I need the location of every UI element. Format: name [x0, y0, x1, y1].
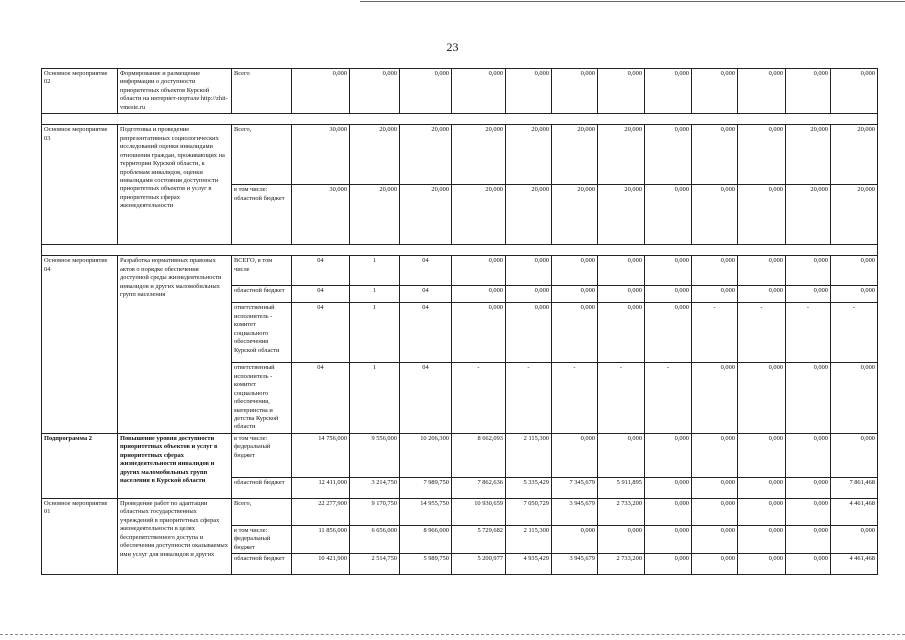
value-cell: 0,000: [598, 433, 645, 477]
description-cell: Проведение работ по адаптации областных государственных учреждений в приоритетных сферах жизнедеятельности в целях беспрепятственного доступа и обеспечения доступности оказываемых ими услуг для инвалидов и других: [118, 498, 232, 574]
value-cell: 0,000: [452, 286, 506, 303]
value-cell: 0,000: [738, 256, 786, 286]
value-cell: 04: [292, 303, 350, 363]
value-cell: 2 514,750: [350, 554, 400, 575]
value-cell: 04: [292, 286, 350, 303]
value-cell: 0,000: [552, 433, 598, 477]
value-cell: 0,000: [831, 69, 878, 114]
value-cell: 1: [350, 363, 400, 434]
value-cell: 8 662,093: [452, 433, 506, 477]
value-cell: 04: [292, 256, 350, 286]
value-cell: 5 729,682: [452, 525, 506, 553]
source-cell: Всего,: [232, 125, 292, 185]
value-cell: 0,000: [831, 525, 878, 553]
value-cell: 0,000: [786, 498, 831, 525]
value-cell: 2 733,200: [598, 498, 645, 525]
value-cell: 04: [400, 363, 452, 434]
measure-cell: Основное мероприятие 01: [42, 498, 118, 574]
value-cell: 0,000: [692, 363, 738, 434]
source-cell: ответственный исполнитель - комитет социального обеспечения Курской области: [232, 303, 292, 363]
description-cell: Формирование и размещение информации о доступности приоритетных объектов Курской области на интернет-портале http://zhit-vmeste.ru: [118, 69, 232, 114]
value-cell: 10 206,300: [400, 433, 452, 477]
value-cell: 5 200,977: [452, 554, 506, 575]
value-cell: 22 277,900: [292, 498, 350, 525]
value-cell: 0,000: [645, 433, 692, 477]
value-cell: 0,000: [786, 477, 831, 498]
value-cell: 0,000: [831, 286, 878, 303]
value-cell: 1: [350, 256, 400, 286]
value-cell: 0,000: [831, 363, 878, 434]
value-cell: 0,000: [692, 498, 738, 525]
value-cell: 0,000: [786, 525, 831, 553]
value-cell: 04: [400, 303, 452, 363]
value-cell: 20,000: [552, 185, 598, 245]
value-cell: -: [831, 303, 878, 363]
value-cell: 20,000: [831, 125, 878, 185]
value-cell: 5 335,429: [506, 477, 552, 498]
value-cell: 14 756,000: [292, 433, 350, 477]
value-cell: -: [786, 303, 831, 363]
value-cell: -: [645, 363, 692, 434]
source-cell: областной бюджет: [232, 477, 292, 498]
value-cell: 0,000: [738, 477, 786, 498]
value-cell: 20,000: [598, 125, 645, 185]
value-cell: 7 861,468: [831, 477, 878, 498]
value-cell: 0,000: [645, 554, 692, 575]
value-cell: 0,000: [645, 185, 692, 245]
value-cell: 20,000: [350, 185, 400, 245]
value-cell: 0,000: [350, 69, 400, 114]
table-row: [42, 125, 878, 185]
measure-cell: Основное мероприятие 02: [42, 69, 118, 114]
value-cell: 7 345,679: [552, 477, 598, 498]
bottom-rule: [0, 634, 905, 635]
value-cell: 6 656,000: [350, 525, 400, 553]
value-cell: 0,000: [692, 554, 738, 575]
value-cell: 0,000: [506, 256, 552, 286]
value-cell: 0,000: [692, 433, 738, 477]
value-cell: 5 989,750: [400, 554, 452, 575]
value-cell: 0,000: [645, 125, 692, 185]
source-cell: ответственный исполнитель - комитет социального обеспечения, материнства и детства Курской области: [232, 363, 292, 434]
table-row: [42, 256, 878, 286]
value-cell: 0,000: [738, 363, 786, 434]
value-cell: 0,000: [552, 303, 598, 363]
value-cell: 0,000: [786, 256, 831, 286]
value-cell: -: [552, 363, 598, 434]
source-cell: в том числе: федеральный бюджет: [232, 433, 292, 477]
table-body: [42, 69, 878, 575]
value-cell: 3 945,679: [552, 498, 598, 525]
value-cell: 14 955,750: [400, 498, 452, 525]
value-cell: -: [738, 303, 786, 363]
value-cell: 4 461,468: [831, 554, 878, 575]
value-cell: 9 556,000: [350, 433, 400, 477]
value-cell: 0,000: [738, 286, 786, 303]
top-rule: [360, 1, 905, 2]
value-cell: 20,000: [831, 185, 878, 245]
value-cell: 0,000: [645, 477, 692, 498]
table-row: [42, 498, 878, 525]
table-row: [42, 69, 878, 114]
value-cell: 20,000: [506, 185, 552, 245]
value-cell: 0,000: [598, 286, 645, 303]
value-cell: 20,000: [400, 185, 452, 245]
spacer-row: [42, 114, 878, 125]
value-cell: 0,000: [645, 286, 692, 303]
value-cell: 20,000: [552, 125, 598, 185]
value-cell: 0,000: [692, 125, 738, 185]
value-cell: 7 989,750: [400, 477, 452, 498]
value-cell: 20,000: [452, 125, 506, 185]
value-cell: 0,000: [786, 286, 831, 303]
value-cell: 3 945,679: [552, 554, 598, 575]
value-cell: 20,000: [506, 125, 552, 185]
value-cell: 20,000: [350, 125, 400, 185]
value-cell: 0,000: [452, 69, 506, 114]
value-cell: 7 050,729: [506, 498, 552, 525]
value-cell: 20,000: [786, 125, 831, 185]
value-cell: -: [452, 363, 506, 434]
value-cell: 0,000: [645, 498, 692, 525]
value-cell: 2 115,300: [506, 433, 552, 477]
value-cell: 0,000: [738, 433, 786, 477]
value-cell: 0,000: [692, 256, 738, 286]
value-cell: 0,000: [738, 525, 786, 553]
value-cell: 04: [400, 256, 452, 286]
measure-cell: Основное мероприятие 04: [42, 256, 118, 434]
description-cell: Разработка нормативных правовых актов о порядке обеспечения доступной среды жизнедеятельности инвалидов и других маломобильных групп населения: [118, 256, 232, 434]
value-cell: 0,000: [598, 303, 645, 363]
value-cell: 7 862,636: [452, 477, 506, 498]
value-cell: 0,000: [692, 286, 738, 303]
value-cell: 0,000: [738, 125, 786, 185]
value-cell: 0,000: [692, 185, 738, 245]
source-cell: областной бюджет: [232, 286, 292, 303]
budget-table: [41, 68, 878, 575]
value-cell: 4 461,468: [831, 498, 878, 525]
value-cell: 4 935,429: [506, 554, 552, 575]
value-cell: 9 170,750: [350, 498, 400, 525]
page-number: 23: [446, 40, 459, 54]
value-cell: 11 856,000: [292, 525, 350, 553]
value-cell: 0,000: [506, 69, 552, 114]
value-cell: 2 733,200: [598, 554, 645, 575]
value-cell: 20,000: [598, 185, 645, 245]
value-cell: 0,000: [452, 256, 506, 286]
spacer-row: [42, 245, 878, 256]
value-cell: 2 115,300: [506, 525, 552, 553]
value-cell: 10 421,900: [292, 554, 350, 575]
description-cell: Подготовка и проведение репрезентативных социологических исследований оценки инвалидами отношения граждан, проживающих на территории Курской области, к проблемам инвалидов, оценки инвалидами состояния доступности приоритетных объектов и услуг в приоритетных сферах жизнедеятельности: [118, 125, 232, 245]
value-cell: 0,000: [645, 303, 692, 363]
value-cell: 0,000: [598, 525, 645, 553]
source-cell: в том числе: федеральный бюджет: [232, 525, 292, 553]
source-cell: Всего: [232, 69, 292, 114]
value-cell: 0,000: [786, 363, 831, 434]
source-cell: областной бюджет: [232, 554, 292, 575]
table-row: [42, 433, 878, 477]
measure-cell: Подпрограмма 2: [42, 433, 118, 498]
value-cell: 0,000: [506, 303, 552, 363]
value-cell: 20,000: [452, 185, 506, 245]
value-cell: 1: [350, 286, 400, 303]
value-cell: 30,000: [292, 185, 350, 245]
value-cell: 0,000: [738, 185, 786, 245]
value-cell: 0,000: [831, 433, 878, 477]
value-cell: 10 930,659: [452, 498, 506, 525]
source-cell: в том числе: областной бюджет: [232, 185, 292, 245]
value-cell: 0,000: [645, 256, 692, 286]
value-cell: 20,000: [400, 125, 452, 185]
value-cell: 0,000: [400, 69, 452, 114]
value-cell: 0,000: [692, 477, 738, 498]
measure-cell: Основное мероприятие 03: [42, 125, 118, 245]
value-cell: 0,000: [738, 69, 786, 114]
value-cell: -: [506, 363, 552, 434]
description-cell: Повышение уровня доступности приоритетных объектов и услуг в приоритетных сферах жизнедеятельности инвалидов и других маломобильных групп населения в Курской области: [118, 433, 232, 498]
value-cell: 30,000: [292, 125, 350, 185]
value-cell: 0,000: [692, 525, 738, 553]
value-cell: 3 214,750: [350, 477, 400, 498]
value-cell: 0,000: [645, 69, 692, 114]
value-cell: 1: [350, 303, 400, 363]
value-cell: 0,000: [552, 525, 598, 553]
value-cell: 0,000: [645, 525, 692, 553]
value-cell: 0,000: [692, 69, 738, 114]
value-cell: 0,000: [598, 69, 645, 114]
source-cell: Всего,: [232, 498, 292, 525]
value-cell: 04: [400, 286, 452, 303]
value-cell: 12 411,000: [292, 477, 350, 498]
value-cell: -: [598, 363, 645, 434]
value-cell: 0,000: [738, 498, 786, 525]
value-cell: 0,000: [598, 256, 645, 286]
value-cell: 0,000: [552, 256, 598, 286]
value-cell: 0,000: [552, 69, 598, 114]
value-cell: 0,000: [552, 286, 598, 303]
value-cell: 5 911,895: [598, 477, 645, 498]
value-cell: 0,000: [786, 433, 831, 477]
value-cell: 0,000: [452, 303, 506, 363]
value-cell: 8 966,000: [400, 525, 452, 553]
value-cell: 0,000: [292, 69, 350, 114]
value-cell: 0,000: [831, 256, 878, 286]
value-cell: 0,000: [506, 286, 552, 303]
value-cell: 0,000: [786, 554, 831, 575]
value-cell: -: [692, 303, 738, 363]
value-cell: 04: [292, 363, 350, 434]
source-cell: ВСЕГО, в том числе: [232, 256, 292, 286]
value-cell: 20,000: [786, 185, 831, 245]
value-cell: 0,000: [738, 554, 786, 575]
value-cell: 0,000: [786, 69, 831, 114]
